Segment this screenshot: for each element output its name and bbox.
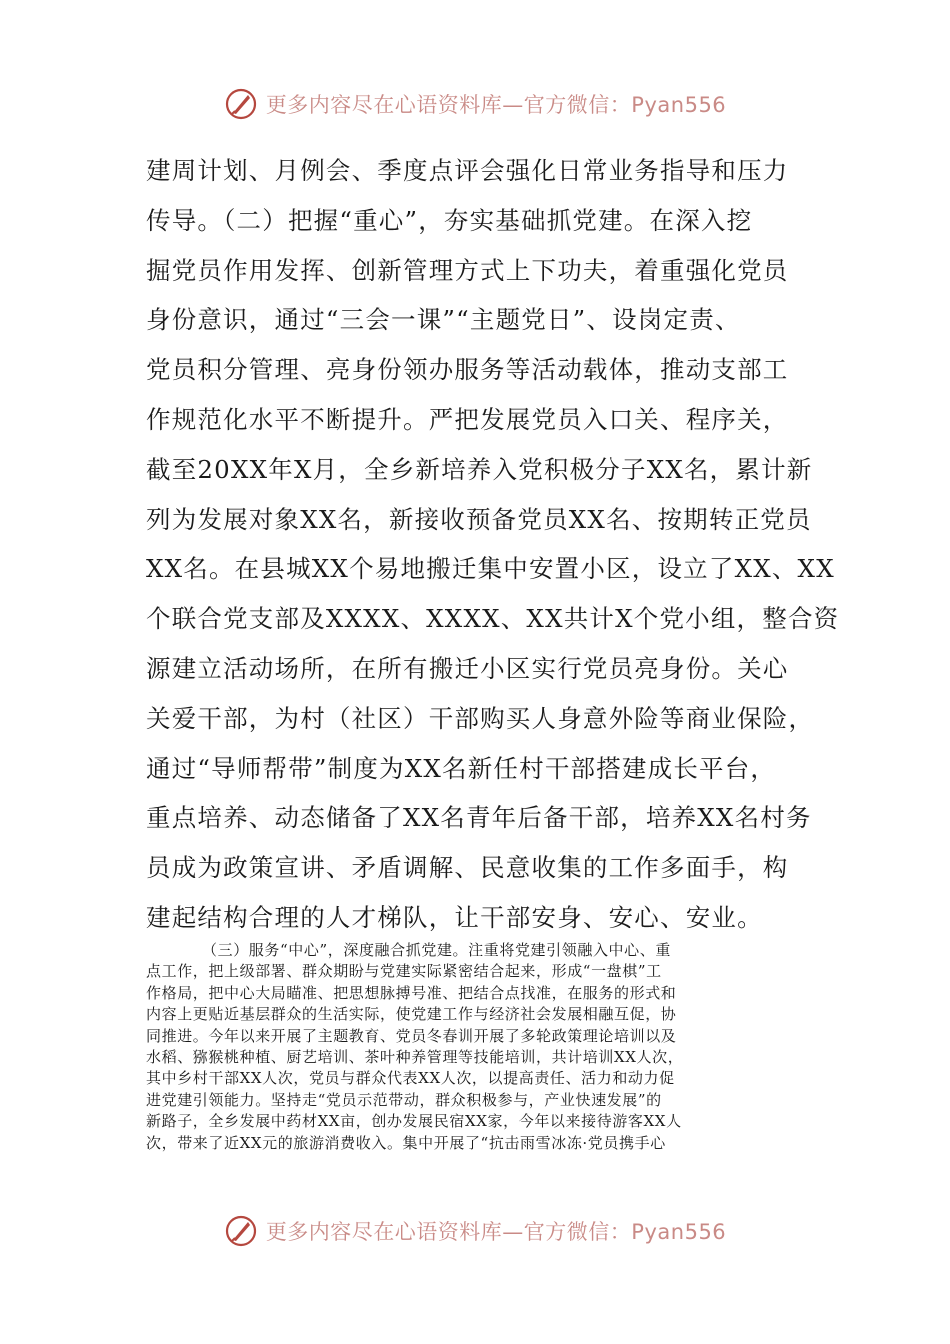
text-line: 列为发展对象XX名，新接收预备党员XX名、按期转正党员	[146, 504, 812, 534]
text-line: 建起结构合理的人才梯队，让干部安身、安心、安业。	[146, 902, 763, 932]
text-line: 个联合党支部及XXXX、XXXX、XX共计X个党小组，整合资	[146, 604, 840, 634]
text-line: 党员积分管理、亮身份领办服务等活动载体，推动支部工	[146, 355, 789, 385]
watermark-text: 更多内容尽在心语资料库—官方微信：Pyan556	[265, 1220, 727, 1244]
text-line: 同推进。今年以来开展了主题教育、党员冬春训开展了多轮政策理论培训以及	[146, 1026, 677, 1045]
watermark-text: 更多内容尽在心语资料库—官方微信：Pyan556	[265, 93, 727, 117]
text-line: 作规范化水平不断提升。严把发展党员入口关、程序关，	[146, 404, 789, 434]
text-line: 内容上更贴近基层群众的生活实际，使党建工作与经济社会发展相融互促，协	[146, 1005, 677, 1024]
section-three-paragraph	[146, 940, 806, 1154]
text-line: 身份意识，通过“三会一课”“主题党日”、设岗定责、	[146, 305, 741, 335]
text-line: 重点培养、动态储备了XX名青年后备干部，培养XX名村务	[146, 803, 812, 833]
text-line: 关爱干部，为村（社区）干部购买人身意外险等商业保险，	[146, 703, 815, 733]
text-line: 通过“导师帮带”制度为XX名新任村干部搭建成长平台，	[146, 753, 777, 783]
text-line: （三）服务“中心”，深度融合抓党建。注重将党建引领融入中心、重	[202, 941, 671, 959]
main-paragraph	[146, 146, 840, 943]
text-line: 建周计划、月例会、季度点评会强化日常业务指导和压力	[146, 156, 789, 185]
text-line: 点工作，把上级部署、群众期盼与党建实际紧密结合起来，形成“一盘棋”工	[146, 962, 662, 981]
text-line: 员成为政策宣讲、矛盾调解、民意收集的工作多面手，构	[146, 853, 789, 883]
quill-logo-icon	[224, 87, 258, 121]
text-line: 掘党员作用发挥、创新管理方式上下功夫，着重强化党员	[146, 255, 789, 285]
text-line: 源建立活动场所，在所有搬迁小区实行党员亮身份。关心	[146, 653, 789, 683]
text-line: 其中乡村干部XX人次，党员与群众代表XX人次，以提高责任、活力和动力促	[146, 1069, 675, 1088]
text-line: 作格局，把中心大局瞄准、把思想脉搏号准、把结合点找准，在服务的形式和	[146, 983, 677, 1002]
text-line: 次，带来了近XX元的旅游消费收入。集中开展了“抗击雨雪冰冻·党员携手心	[146, 1133, 666, 1152]
text-line: XX名。在县城XX个易地搬迁集中安置小区，设立了XX、XX	[146, 554, 835, 584]
text-line: 新路子，全乡发展中药材XX亩，创办发展民宿XX家，今年以来接待游客XX人	[146, 1112, 682, 1131]
quill-logo-icon	[224, 1214, 258, 1248]
text-line: 水稻、猕猴桃种植、厨艺培训、茶叶种养管理等技能培训，共计培训XX人次，	[146, 1047, 684, 1066]
text-line: 截至20XX年X月，全乡新培养入党积极分子XX名，累计新	[146, 454, 813, 484]
text-line: 进党建引领能力。坚持走“党员示范带动，群众积极参与，产业快速发展”的	[146, 1090, 662, 1109]
text-line: 传导。（二）把握“重心”，夯实基础抓党建。在深入挖	[146, 205, 753, 235]
footer-watermark	[0, 1211, 950, 1251]
header-watermark	[0, 84, 950, 124]
